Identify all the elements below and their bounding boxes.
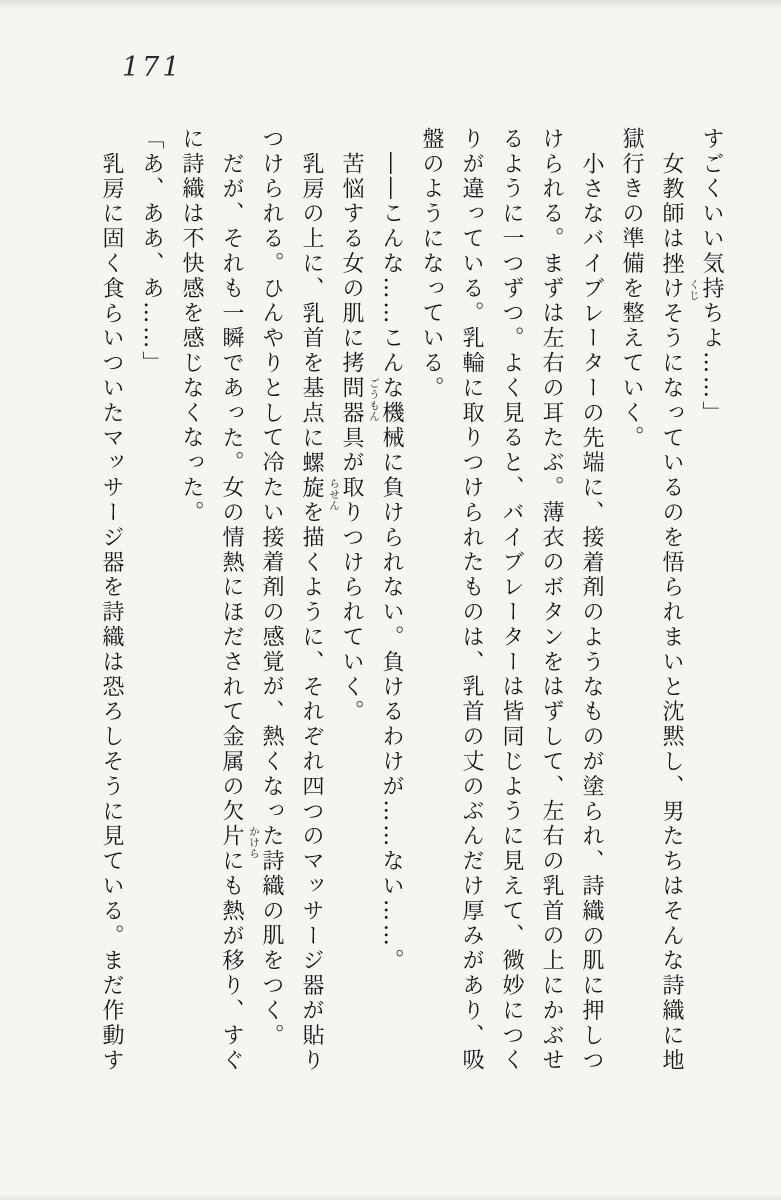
paragraph: 女教師は挫 くじ けそうになっているのを悟られまいと沈黙し、男たちはそんな詩織に地獄行きの準備を整えていく。 [619, 127, 700, 1074]
furigana: かけら [248, 826, 260, 860]
paragraph: 乳房の上に、乳首を基点に螺旋 らせん を描くように、それぞれ四つのマッサージ器が貼りつけられる。ひんやりとして冷たい接着剤の感覚が、熱くなった詩織の肌をつく。 [259, 127, 340, 1074]
page-number: 171 [122, 52, 183, 83]
paragraph: 乳房に固く食らいついたマッサージ器を詩織は恐ろしそうに見ている。まだ作動す [99, 152, 124, 1074]
furigana: らせん [328, 477, 340, 511]
page-text [91, 127, 731, 1075]
ruby-base: 拷問 ごうもん [339, 351, 380, 423]
furigana: くじ [688, 278, 700, 301]
ruby-base: 欠片 かけら [219, 799, 260, 860]
paragraph: 小さなバイブレーターの先端に、接着剤のようなものが塗られ、詩織の肌に押しつけられる。まずは左右の耳たぶ。薄衣のボタンをはずして、左右の乳首の上にかぶせるように一つずつ。よく見ると、バイブレーターは皆同じように見えて、微妙につくりが違っている。乳輪に取りつけられたものは、乳首の丈のぶんだけ厚みがあり、吸盤のようになっている。 [419, 127, 604, 1074]
paragraph: 苦悩する女の肌に拷問 ごうもん 器具が取りつけられていく。 [339, 152, 380, 725]
ruby-base: 挫 くじ [659, 251, 700, 301]
paragraph: 「あ、ああ、あ……」 [139, 127, 164, 376]
ruby-base: 螺旋 らせん [299, 450, 340, 511]
paragraph: ――こんな……こんな機械に負けられない。負けるわけが……ない……。 [379, 152, 404, 974]
furigana: ごうもん [368, 378, 380, 423]
paragraph: だが、それも一瞬であった。女の情熱にほだされて金属の欠片 かけら にも熱が移り、すぐに詩織は不快感を感じなくなった。 [179, 127, 260, 1074]
paragraph: すごくいい気持ちよ……」 [699, 127, 724, 426]
